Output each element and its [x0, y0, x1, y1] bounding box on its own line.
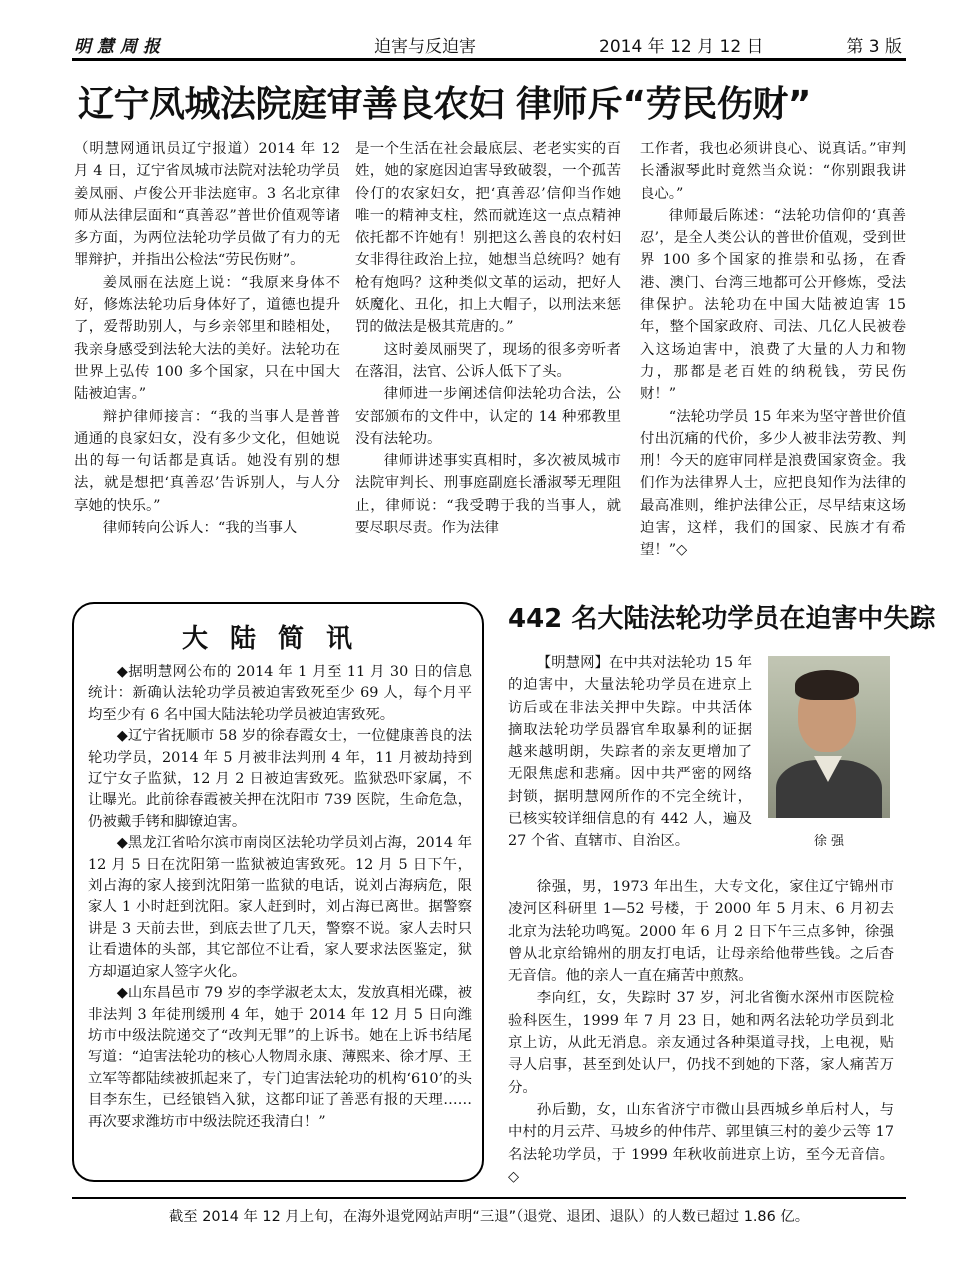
- missing-article-headline: 442 名大陆法轮功学员在迫害中失踪: [508, 604, 936, 634]
- news-item: ◆据明慧网公布的 2014 年 1 月至 11 月 30 日的信息统计：新确认法轮功学员被迫害致死至少 69 人，每个月平均至少有 6 名中国大陆法轮功学员被迫害致死。: [88, 664, 472, 723]
- masthead: 明慧周报: [74, 37, 166, 57]
- paragraph: 律师进一步阐述信仰法轮功合法，公安部颁布的文件中，认定的 14 种邪教里没有法轮功。: [355, 386, 621, 447]
- article-column-1: [74, 138, 340, 539]
- paragraph: 律师讲述事实真相时，多次被凤城市法院审判长、刑事庭副庭长潘淑琴无理阻止，律师说：“我受聘于我的当事人，就要尽职尽责。作为法律: [355, 453, 621, 537]
- paragraph: 【明慧网】在中共对法轮功 15 年的迫害中，大量法轮功学员在进京上访后或在非法关押中失踪。中共活体摘取法轮功学员器官牟取暴利的证据越来越明朗，失踪者的亲友更增加了无限焦虑和悲痛。因中共严密的网络封锁，据明慧网所作的不完全统计，已核实较详细信息的有 442 人，遍及 27 个省、直辖市、自治区。: [508, 655, 752, 850]
- paragraph: 工作者，我也必须讲良心、说真话。”审判长潘淑琴此时竟然当众说：“你别跟我讲良心。”: [640, 141, 906, 202]
- page-header: [74, 30, 906, 58]
- paragraph: 徐强，男，1973 年出生，大专文化，家住辽宁锦州市凌河区科研里 1—52 号楼，于 2000 年 5 月末、6 月初去北京为法轮功鸣冤。2000 年 6 月 2 日下午三点多钟，徐强曾从北京给锦州的朋友打电话，让母亲给他带些钱。之后杳无音信。他的亲人一直在痛苦中煎熬。: [508, 879, 894, 985]
- news-item: ◆山东昌邑市 79 岁的李学淑老太太，发放真相光碟，被非法判 3 年徒刑缓刑 4 年，她于 2014 年 12 月 5 日向潍坊市中级法院递交了“改判无罪”的上诉书。她在上诉书结尾写道：“迫害法轮功的核心人物周永康、薄熙来、徐才厚、王立军等都陆续被抓起来了，专门迫害法轮功的机构‘610’的头目李东生，已经锒铛入狱，这都印证了善恶有报的天理……再次要求潍坊市中级法院还我清白！”: [88, 985, 472, 1130]
- news-item: ◆辽宁省抚顺市 58 岁的徐春霞女士，一位健康善良的法轮功学员，2014 年 5 月被非法判刑 4 年，11 月被劫持到辽宁女子监狱，12 月 2 日被迫害致死。监狱恐吓家属，不让曝光。此前徐春霞被关押在沈阳市 739 医院，生命危急，仍被戴手铐和脚镣迫害。: [88, 728, 472, 830]
- header-rule: [72, 58, 906, 61]
- paragraph: 律师最后陈述：“法轮功信仰的‘真善忍’，是全人类公认的普世价值观，受到世界 100 多个国家的推崇和弘扬，在香港、澳门、台湾三地都可公开修炼，受法律保护。法轮功在中国大陆被迫害 15 年，整个国家政府、司法、几亿人民被卷入这场迫害中，浪费了大量的人力和物力，那都是老百姓的纳税钱，劳民伤财！”: [640, 207, 906, 403]
- paragraph: 辩护律师接言：“我的当事人是普普通通的良家妇女，没有多少文化，但她说出的每一句话都是真话。她没有别的想法，就是想把‘真善忍’告诉别人，与人分享她的快乐。”: [74, 408, 340, 514]
- missing-article-body: [508, 876, 894, 1188]
- portrait-photo: [768, 656, 890, 818]
- paragraph: 孙后勤，女，山东省济宁市微山县西城乡单后村人，与中村的月云芹、马坡乡的仲伟芹、郭里镇三村的姜少云等 17 名法轮功学员，于 1999 年秋收前进京上访，至今无音信。◇: [508, 1101, 894, 1185]
- news-brief-body: [88, 662, 472, 1133]
- photo-caption: 徐 强: [813, 834, 845, 849]
- edition-number: 第 3 版: [846, 37, 902, 57]
- issue-date: 2014 年 12 月 12 日: [599, 37, 764, 57]
- article-column-2: [355, 138, 621, 539]
- news-brief-title: 大陆简讯: [181, 624, 374, 654]
- footer-rule: [72, 1197, 906, 1199]
- paragraph: 律师转向公诉人：“我的当事人: [102, 520, 298, 537]
- paragraph: 李向红，女，失踪时 37 岁，河北省衡水深州市医院检验科医生，1999 年 7 月 23 日，她和两名法轮功学员到北京上访，从此无消息。亲友通过各种渠道寻找，上电视，贴寻人启事，甚至到处认尸，仍找不到她的下落，家人痛苦万分。: [508, 990, 894, 1096]
- paragraph: “法轮功学员 15 年来为坚守普世价值付出沉痛的代价，多少人被非法劳教、判刑！今天的庭审同样是浪费国家资金。我们作为法律界人士，应把良知作为法律的最高准则，维护法律公正，尽早结束这场迫害，这样，我们的国家、民族才有希望！”◇: [640, 408, 906, 559]
- paragraph: 是一个生活在社会最底层、老老实实的百姓，她的家庭因迫害导致破裂，一个孤苦伶仃的农家妇女，把‘真善忍’信仰当作她唯一的精神支柱，然而就连这一点点精神依托都不许她有！别把这么善良的农村妇女非得往政治上拉，她想当总统吗？她有枪有炮吗？这种类似文革的运动，把好人妖魔化、丑化，扣上大帽子，以刑法来惩罚的做法是极其荒唐的。”: [355, 141, 621, 336]
- lead-article: [72, 138, 906, 568]
- paragraph: （明慧网通讯员辽宁报道）2014 年 12 月 4 日，辽宁省凤城市法院对法轮功学员姜凤丽、卢俊公开非法庭审。3 名北京律师从法律层面和“真善忍”普世价值观等诸多方面，为两位法轮功学员做了有力的无罪辩护，并指出公检法“劳民伤财”。: [74, 141, 340, 269]
- news-brief-box: [72, 602, 484, 1182]
- paragraph: 姜凤丽在法庭上说：“我原来身体不好，修炼法轮功后身体好了，道德也提升了，爱帮助别人，与乡亲邻里和睦相处，我亲身感受到法轮大法的美好。法轮功在世界上弘传 100 多个国家，只在中国大陆被迫害。”: [74, 274, 340, 403]
- paragraph: 这时姜凤丽哭了，现场的很多旁听者在落泪，法官、公诉人低下了头。: [355, 341, 621, 380]
- missing-article-intro: [508, 652, 752, 853]
- article-column-3: [640, 138, 906, 562]
- news-item: ◆黑龙江省哈尔滨市南岗区法轮功学员刘占海，2014 年 12 月 5 日在沈阳第一监狱被迫害致死。12 月 5 日下午，刘占海的家人接到沈阳第一监狱的电话，说刘占海病危，限家人 1 小时赶到沈阳。家人赶到时，刘占海已离世。据警察讲是 3 天前去世，到底去世了几天，警察不说。家人去时只让看遗体的头部，其它部位不让看，家人要求法医鉴定，狱方却逼迫家人签字火化。: [88, 835, 472, 980]
- lead-headline: 辽宁凤城法院庭审善良农妇 律师斥“劳民伤财”: [78, 84, 811, 125]
- footer-notice: 截至 2014 年 12 月上旬，在海外退党网站声明“三退”（退党、退团、退队）的人数已超过 1.86 亿。: [168, 1209, 810, 1225]
- section-name: 迫害与反迫害: [374, 37, 476, 57]
